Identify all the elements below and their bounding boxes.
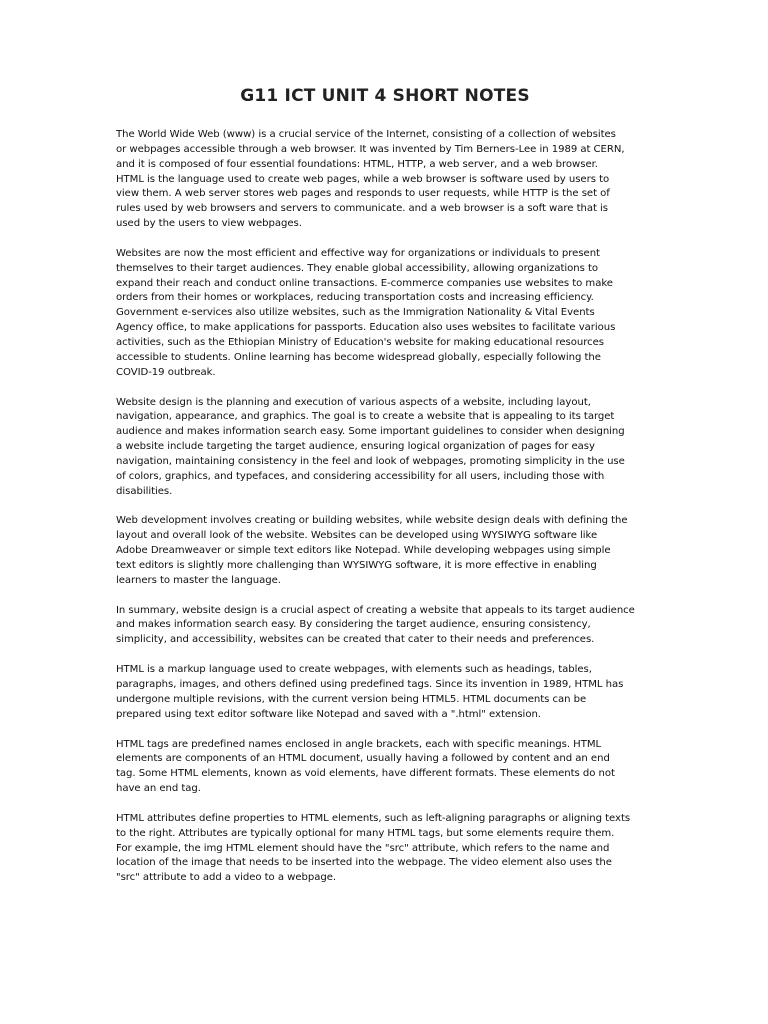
paragraph-summary: In summary, website design is a crucial aspect of creating a website that appeals to its target audience and makes information search easy. By considering the target audience, ensuring consistency, simplicity, and accessibility, websites can be created that cater to their needs and preferences. [116,604,635,646]
paragraph-html-attributes: HTML attributes define properties to HTML elements, such as left-aligning paragraphs or aligning texts to the right. Attributes are typically optional for many HTML tags, but some elements require them. For example, the img HTML element should have the "src" attribute, which refers to the name and location of the image that needs to be inserted into the webpage. The video element also uses the "src" attribute to add a video to a webpage. [116,812,631,884]
document-title: G11 ICT UNIT 4 SHORT NOTES [240,86,530,106]
document-page [116,84,654,901]
paragraph-html-tags: HTML tags are predefined names enclosed in angle brackets, each with specific meanings. HTML elements are components of an HTML document, usually having a followed by content and an end tag. Some HTML elements, known as void elements, have different formats. These elements do not have an end tag. [116,738,615,795]
paragraph-websites-usage: Websites are now the most efficient and effective way for organizations or individuals to present themselves to their target audiences. They enable global accessibility, allowing organizations to expand their reach and conduct online transactions. E-commerce companies use websites to make orders from their homes or workplaces, reducing transportation costs and increasing efficiency. Government e-services also utilize websites, such as the Immigration Nationality & Vital Events Agency office, to make applications for passports. Education also uses websites to facilitate various activities, such as the Ethiopian Ministry of Education's website for making educational resources accessible to students. Online learning has become widespread globally, especially following the COVID-19 outbreak. [116,247,616,378]
paragraph-world-wide-web: The World Wide Web (www) is a crucial service of the Internet, consisting of a collection of websites or webpages accessible through a web browser. It was invented by Tim Berners-Lee in 1989 at CERN, and it is composed of four essential foundations: HTML, HTTP, a web server, and a web browser. HTML is the language used to create web pages, while a web browser is software used by users to view them. A web server stores web pages and responds to user requests, while HTTP is the set of rules used by web browsers and servers to communicate. and a web browser is a soft ware that is used by the users to view webpages. [116,129,625,230]
paragraph-web-development: Web development involves creating or building websites, while website design deals with defining the layout and overall look of the website. Websites can be developed using WYSIWYG software like Adobe Dreamweaver or simple text editors like Notepad. While developing webpages using simple text editors is slightly more challenging than WYSIWYG software, it is more effective in enabling learners to master the language. [116,515,628,586]
paragraph-html-intro: HTML is a markup language used to create webpages, with elements such as headings, tables, paragraphs, images, and others defined using predefined tags. Since its invention in 1989, HTML has undergone multiple revisions, with the current version being HTML5. HTML documents can be prepared using text editor software like Notepad and saved with a ".html" extension. [116,664,624,720]
paragraph-website-design: Website design is the planning and execution of various aspects of a website, including layout, navigation, appearance, and graphics. The goal is to create a website that is appealing to its target audience and makes information search easy. Some important guidelines to consider when designing a website include targeting the target audience, ensuring logical organization of pages for easy navigation, maintaining consistency in the feel and look of webpages, promoting simplicity in the use of colors, graphics, and typefaces, and considering accessibility for all users, including those with disabilities. [116,396,625,497]
